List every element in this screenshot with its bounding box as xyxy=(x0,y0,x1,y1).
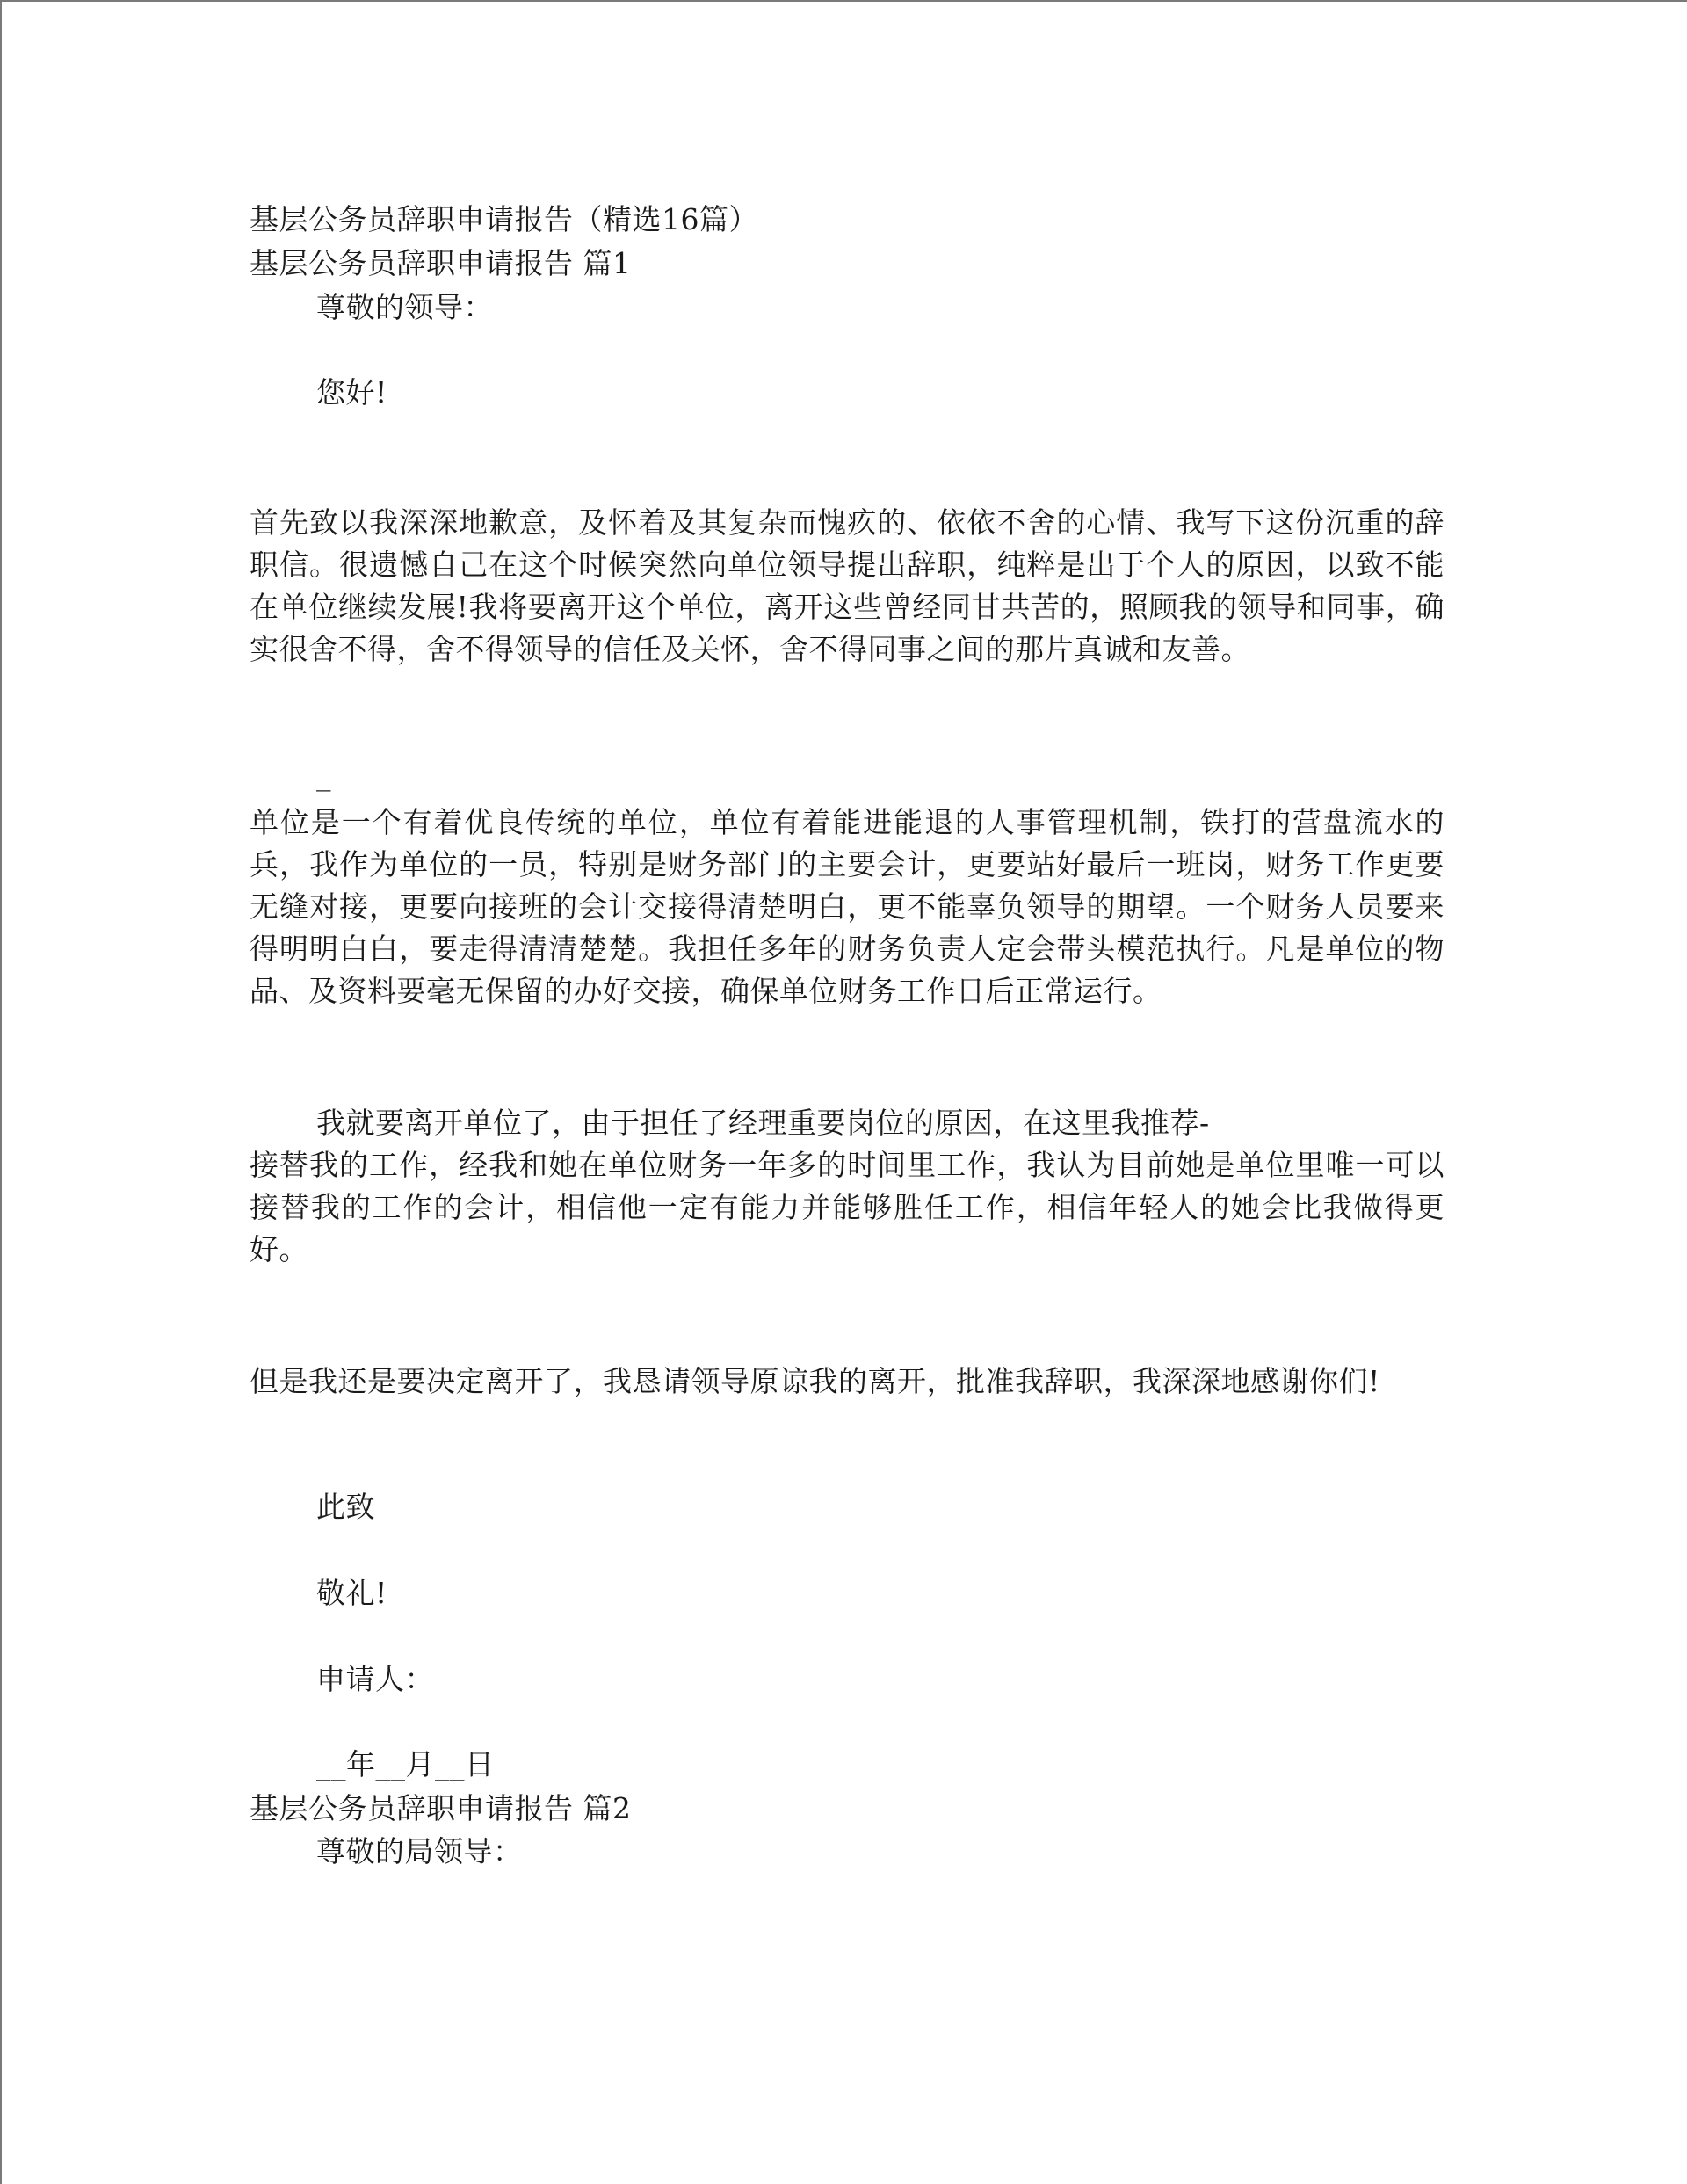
salutation: 尊敬的领导： xyxy=(316,290,493,324)
paragraph-recommend-first-line: 我就要离开单位了，由于担任了经理重要岗位的原因，在这里我推荐- xyxy=(316,1106,1210,1140)
greeting: 您好! xyxy=(316,375,387,410)
paragraph-recommend: 接替我的工作，经我和她在单位财务一年多的时间里工作，我认为目前她是单位里唯一可以接替我的工作的会计，相信他一定有能力并能够胜任工作，相信年轻人的她会比我做得更好。 xyxy=(250,1148,1444,1266)
closing-cizhi: 此致 xyxy=(316,1490,375,1524)
paragraph-request: 但是我还是要决定离开了，我恳请领导原谅我的离开，批准我辞职，我深深地感谢你们! xyxy=(250,1364,1380,1398)
section-2-heading: 基层公务员辞职申请报告 篇2 xyxy=(250,1791,632,1825)
dash-mark: _ xyxy=(316,758,331,792)
applicant-label: 申请人： xyxy=(316,1662,434,1696)
closing-jingli: 敬礼! xyxy=(316,1576,387,1610)
document-title: 基层公务员辞职申请报告（精选16篇） xyxy=(250,202,758,236)
paragraph-unit: 单位是一个有着优良传统的单位，单位有着能进能退的人事管理机制，铁打的营盘流水的兵，我作为单位的一员，特别是财务部门的主要会计，更要站好最后一班岗，财务工作更要无缝对接，更要向接班的会计交接得清楚明白，更不能辜负领导的期望。一个财务人员要来得明明白白，要走得清清楚楚。我担任多年的财务负责人定会带头模范执行。凡是单位的物品、及资料要毫无保留的办好交接，确保单位财务工作日后正常运行。 xyxy=(250,805,1444,1008)
section-1-heading: 基层公务员辞职申请报告 篇1 xyxy=(250,246,632,280)
section-2-salutation: 尊敬的局领导： xyxy=(316,1834,523,1868)
paragraph-apology: 首先致以我深深地歉意，及怀着及其复杂而愧疚的、依依不舍的心情、我写下这份沉重的辞职信。很遗憾自己在这个时候突然向单位领导提出辞职，纯粹是出于个人的原因，以致不能在单位继续发展!我将要离开这个单位，离开这些曾经同甘共苦的，照顾我的领导和同事，确实很舍不得，舍不得领导的信任及关怀，舍不得同事之间的那片真诚和友善。 xyxy=(250,505,1444,666)
date-line: __年__月__日 xyxy=(316,1747,495,1781)
